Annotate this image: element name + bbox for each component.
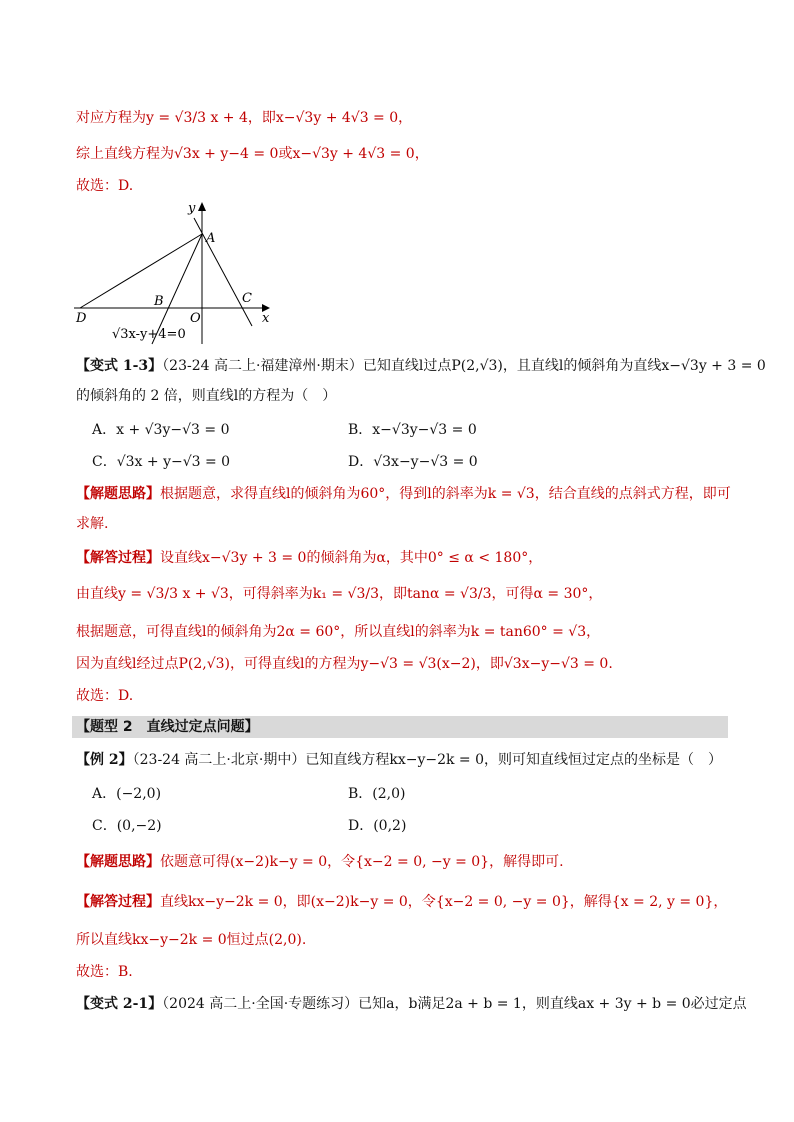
variant-1-3-option-d[interactable]: D．√3x−y−√3 = 0 [348,454,478,470]
variant-1-3-process-text: 设直线x−√3y + 3 = 0的倾斜角为α，其中0° ≤ α < 180°， [160,550,543,566]
example-2-question [76,750,722,770]
variant-1-3-question-text: （23-24 高二上·福建漳州·期末）已知直线l过点P(2,√3)，且直线l的倾斜角为直线x−√3y + 3 = 0 [162,358,766,374]
example-2-option-c[interactable]: C．(0,−2) [92,818,162,834]
label-a: A [206,231,216,246]
y-axis-arrow [198,202,206,211]
label-c: C [242,291,252,306]
solution-answer: 故选：D. [76,178,134,194]
line-da [80,234,202,308]
example-2-option-b[interactable]: B．(2,0) [348,786,406,802]
variant-1-3-process-line-3: 根据题意，可得直线l的倾斜角为2α = 60°，所以直线l的斜率为k = tan60° = √3， [76,624,601,640]
coordinate-figure [70,198,280,346]
example-2-idea-text: 依题意可得(x−2)k−y = 0，令{x−2 = 0, −y = 0}，解得即可. [160,854,564,870]
variant-1-3-process-line-2: 由直线y = √3/3 x + √3，可得斜率为k₁ = √3/3，即tanα = √3/3，可得α = 30°， [76,586,603,602]
variant-2-1-question [76,994,747,1014]
label-d: D [76,311,87,326]
label-y: y [188,201,196,216]
variant-1-3-idea-label: 【解题思路】 [76,486,160,502]
example-2-idea-label: 【解题思路】 [76,854,160,870]
variant-1-3-option-c[interactable]: C．√3x + y−√3 = 0 [92,454,231,470]
solution-line-2: 综上直线方程为√3x + y−4 = 0或x−√3y + 4√3 = 0， [76,146,429,162]
variant-1-3-idea-line-2: 求解. [76,516,109,532]
variant-2-1-title: 【变式 2-1】 [76,996,163,1012]
example-2-process-line-2: 所以直线kx−y−2k = 0恒过点(2,0). [76,932,307,948]
variant-1-3-process-line-4: 因为直线l经过点P(2,√3)，可得直线l的方程为y−√3 = √3(x−2)，即√3x−y−√3 = 0. [76,656,613,672]
variant-1-3-question-line-1 [76,356,766,376]
example-2-option-d[interactable]: D．(0,2) [348,818,407,834]
label-x: x [262,311,270,326]
variant-1-3-option-b[interactable]: B．x−√3y−√3 = 0 [348,422,477,438]
variant-1-3-option-a[interactable]: A．x + √3y−√3 = 0 [92,422,230,438]
variant-1-3-answer: 故选：D. [76,688,134,704]
variant-1-3-idea-line-1 [76,484,731,504]
solution-line-1: 对应方程为y = √3/3 x + 4，即x−√3y + 4√3 = 0， [76,110,413,126]
figure-equation: √3x-y+4=0 [112,327,186,342]
example-2-question-text: （23-24 高二上·北京·期中）已知直线方程kx−y−2k = 0，则可知直线恒过定点的坐标是（ ） [132,752,723,768]
label-o: O [190,311,201,326]
example-2-process-line-1 [76,892,727,912]
variant-1-3-process-line-1 [76,548,542,568]
example-2-process-text: 直线kx−y−2k = 0，即(x−2)k−y = 0，令{x−2 = 0, −y = 0}，解得{x = 2, y = 0}， [160,894,728,910]
line-ac [194,218,252,326]
variant-1-3-process-label: 【解答过程】 [76,550,160,566]
variant-1-3-question-line-2: 的倾斜角的 2 倍，则直线l的方程为（ ） [76,388,337,404]
variant-1-3-title: 【变式 1-3】 [76,358,163,374]
example-2-title: 【例 2】 [76,752,133,768]
example-2-idea [76,852,564,872]
example-2-option-a[interactable]: A．(−2,0) [92,786,162,802]
section-banner-type-2: 【题型 2 直线过定点问题】 [72,716,728,738]
variant-1-3-idea-text: 根据题意，求得直线l的倾斜角为60°，得到l的斜率为k = √3，结合直线的点斜式方程，即可 [160,486,731,502]
example-2-process-label: 【解答过程】 [76,894,160,910]
example-2-answer: 故选：B. [76,964,133,980]
label-b: B [154,294,164,309]
variant-2-1-question-text: （2024 高二上·全国·专题练习）已知a，b满足2a + b = 1，则直线ax + 3y + b = 0必过定点 [162,996,747,1012]
